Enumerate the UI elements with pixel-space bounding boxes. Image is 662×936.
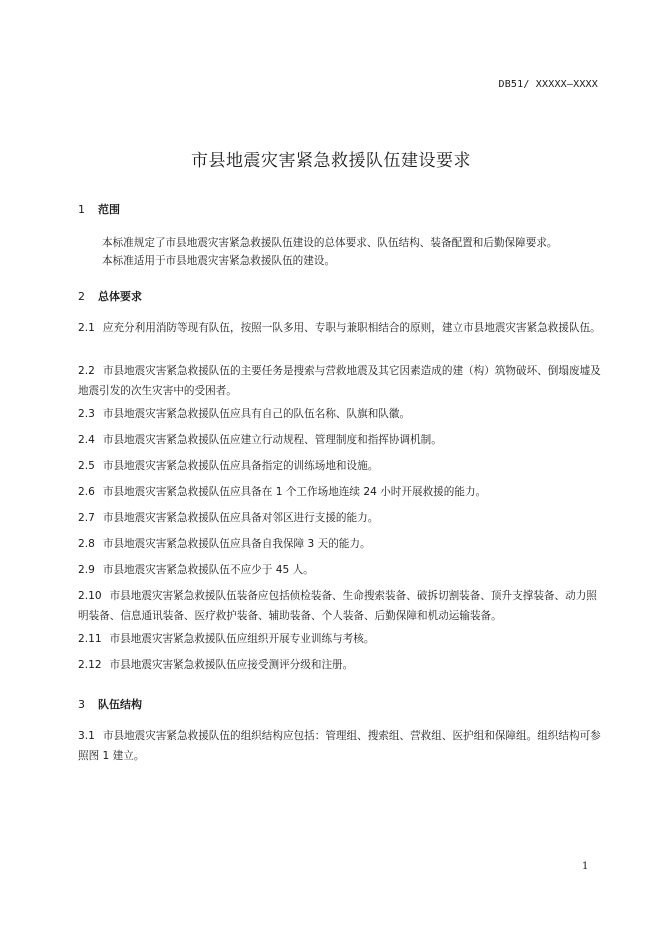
clause-number: 2.5 [78, 460, 95, 472]
clause-text: 市县地震灾害紧急救援队伍应组织开展专业训练与考核。 [109, 633, 375, 645]
clause-2-10 [78, 586, 605, 626]
clause-text: 市县地震灾害紧急救援队伍应具有自己的队伍名称、队旗和队徽。 [102, 408, 411, 420]
clause-text: 市县地震灾害紧急救援队伍应建立行动规程、管理制度和指挥协调机制。 [102, 434, 442, 446]
section-heading-structure [78, 696, 142, 712]
clause-2-2 [78, 361, 605, 401]
section-title: 队伍结构 [98, 698, 142, 711]
scope-paragraph: 本标准规定了市县地震灾害紧急救援队伍建设的总体要求、队伍结构、装备配置和后勤保障要求。 [102, 237, 558, 249]
clause-2-4 [78, 430, 605, 450]
section-number: 3 [78, 698, 85, 711]
clause-number: 2.2 [78, 365, 95, 377]
clause-number: 2.10 [78, 590, 102, 602]
clause-text: 市县地震灾害紧急救援队伍应具备在 1 个工作场地连续 24 小时开展救援的能力。 [102, 486, 487, 498]
document-title: 市县地震灾害紧急救援队伍建设要求 [191, 151, 471, 171]
clause-number: 2.12 [78, 659, 102, 671]
section-title: 范围 [98, 203, 120, 216]
clause-number: 2.9 [78, 564, 95, 576]
clause-2-9 [78, 560, 605, 580]
section-heading-general [78, 288, 142, 304]
clause-number: 2.1 [78, 322, 95, 334]
clause-text: 市县地震灾害紧急救援队伍应具备自我保障 3 天的能力。 [102, 538, 371, 550]
scope-paragraph: 本标准适用于市县地震灾害紧急救援队伍的建设。 [102, 255, 336, 267]
clause-text: 市县地震灾害紧急救援队伍应接受测评分级和注册。 [109, 659, 354, 671]
document-code: DB51/ XXXXX—XXXX [498, 79, 598, 90]
section-title: 总体要求 [98, 290, 142, 303]
clause-text: 应充分利用消防等现有队伍，按照一队多用、专职与兼职相结合的原则，建立市县地震灾害紧急救援队伍。 [102, 322, 601, 334]
clause-text: 市县地震灾害紧急救援队伍不应少于 45 人。 [102, 564, 314, 576]
section-number: 1 [78, 203, 85, 216]
clause-2-11 [78, 629, 605, 649]
clause-2-1 [78, 318, 605, 338]
page-number: 1 [582, 861, 589, 872]
clause-2-5 [78, 456, 605, 476]
clause-number: 2.8 [78, 538, 95, 550]
clause-2-12 [78, 655, 605, 675]
clause-2-7 [78, 508, 605, 528]
clause-2-8 [78, 534, 605, 554]
clause-number: 2.11 [78, 633, 102, 645]
clause-number: 3.1 [78, 730, 95, 742]
section-heading-scope [78, 201, 120, 217]
clause-2-3 [78, 404, 605, 424]
clause-2-6 [78, 482, 605, 502]
clause-number: 2.3 [78, 408, 95, 420]
clause-text: 市县地震灾害紧急救援队伍的主要任务是搜索与营救地震及其它因素造成的建（构）筑物破坏、倒塌废墟及地震引发的次生灾害中的受困者。 [78, 365, 601, 397]
clause-number: 2.6 [78, 486, 95, 498]
clause-text: 市县地震灾害紧急救援队伍装备应包括侦检装备、生命搜索装备、破拆切割装备、顶升支撑装备、动力照明装备、信息通讯装备、医疗救护装备、辅助装备、个人装备、后勤保障和机动运输装备。 [78, 590, 597, 622]
clause-number: 2.7 [78, 512, 95, 524]
clause-3-1 [78, 726, 605, 766]
clause-text: 市县地震灾害紧急救援队伍的组织结构应包括：管理组、搜索组、营救组、医护组和保障组。组织结构可参照图 1 建立。 [78, 730, 601, 762]
clause-number: 2.4 [78, 434, 95, 446]
clause-text: 市县地震灾害紧急救援队伍应具备指定的训练场地和设施。 [102, 460, 379, 472]
section-number: 2 [78, 290, 85, 303]
clause-text: 市县地震灾害紧急救援队伍应具备对邻区进行支援的能力。 [102, 512, 379, 524]
